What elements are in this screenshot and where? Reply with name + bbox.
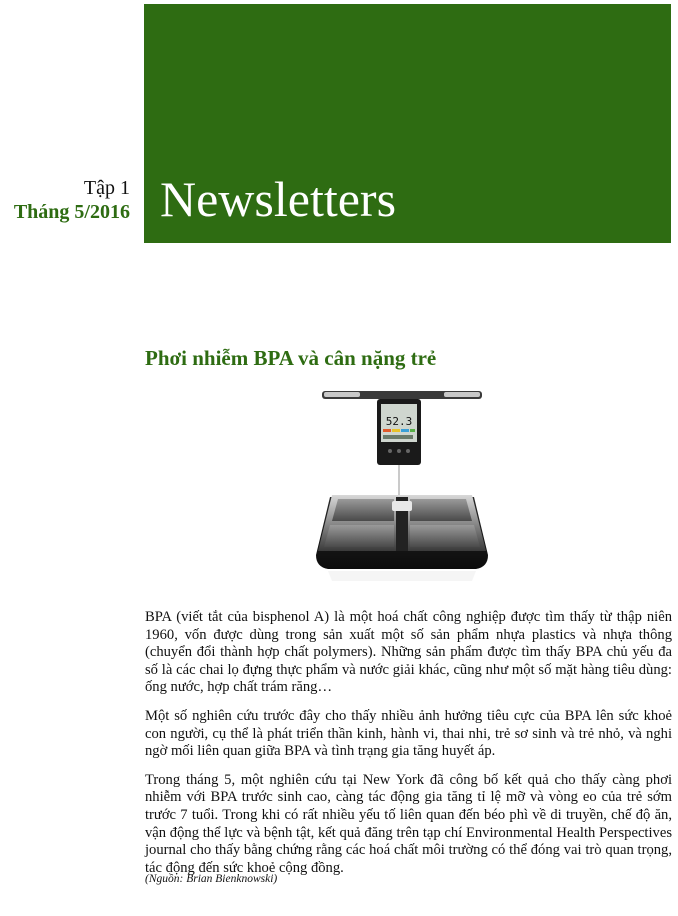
issue-date: Tháng 5/2016 [13, 201, 130, 223]
header-banner [144, 4, 671, 243]
article-paragraph-3: Trong tháng 5, một nghiên cứu tại New York đã công bố kết quả cho thấy càng phơi nhiễm với BPA trước sinh cao, càng tác động gia tăng tỉ lệ mỡ và vòng eo của trẻ sớm trước 7 tuổi. Trong khi có rất nhiều yếu tố liên quan đến béo phì về di truyền, chế độ ăn, vận động thể lực và bệnh tật, kết quả đăng trên tạp chí Environmental Health Perspectives journal cho thấy bằng chứng rằng các hoá chất môi trường có thể đóng vai trò quan trọng, tác động đến sức khoẻ cộng đồng. [145, 771, 672, 876]
article-paragraph-2: Một số nghiên cứu trước đây cho thấy nhiều ảnh hưởng tiêu cực của BPA lên sức khoẻ con người, cụ thể là phát triển thần kinh, hành vi, thai nhi, trẻ sơ sinh và trẻ nhỏ, và nghi ngờ mối liên quan giữa BPA và tình trạng gia tăng huyết áp. [145, 707, 672, 760]
issue-meta [14, 176, 130, 224]
scale-display-reading: 52.3 [385, 415, 413, 428]
article-source: (Nguồn: Brian Bienknowski) [145, 873, 278, 885]
body-composition-scale-image [312, 385, 492, 589]
article-body [145, 609, 672, 888]
article-title: Phơi nhiễm BPA và cân nặng trẻ [145, 346, 437, 370]
article-paragraph-1: BPA (viết tắt của bisphenol A) là một hoá chất công nghiệp được tìm thấy từ thập niên 1960, vốn được dùng trong sản xuất một số sản phẩm nhựa plastics và nhựa thông (chuyển đổi thành hợp chất polymers). Những sản phẩm được tìm thấy BPA chủ yếu đa số là các chai lọ đựng thực phẩm và nước giải khác, cũng như một số mặt hàng tiêu dùng: ống nước, hợp chất trám răng… [145, 609, 672, 696]
issue-number: Tập 1 [83, 177, 130, 199]
newsletter-title: Newsletters [160, 171, 397, 227]
